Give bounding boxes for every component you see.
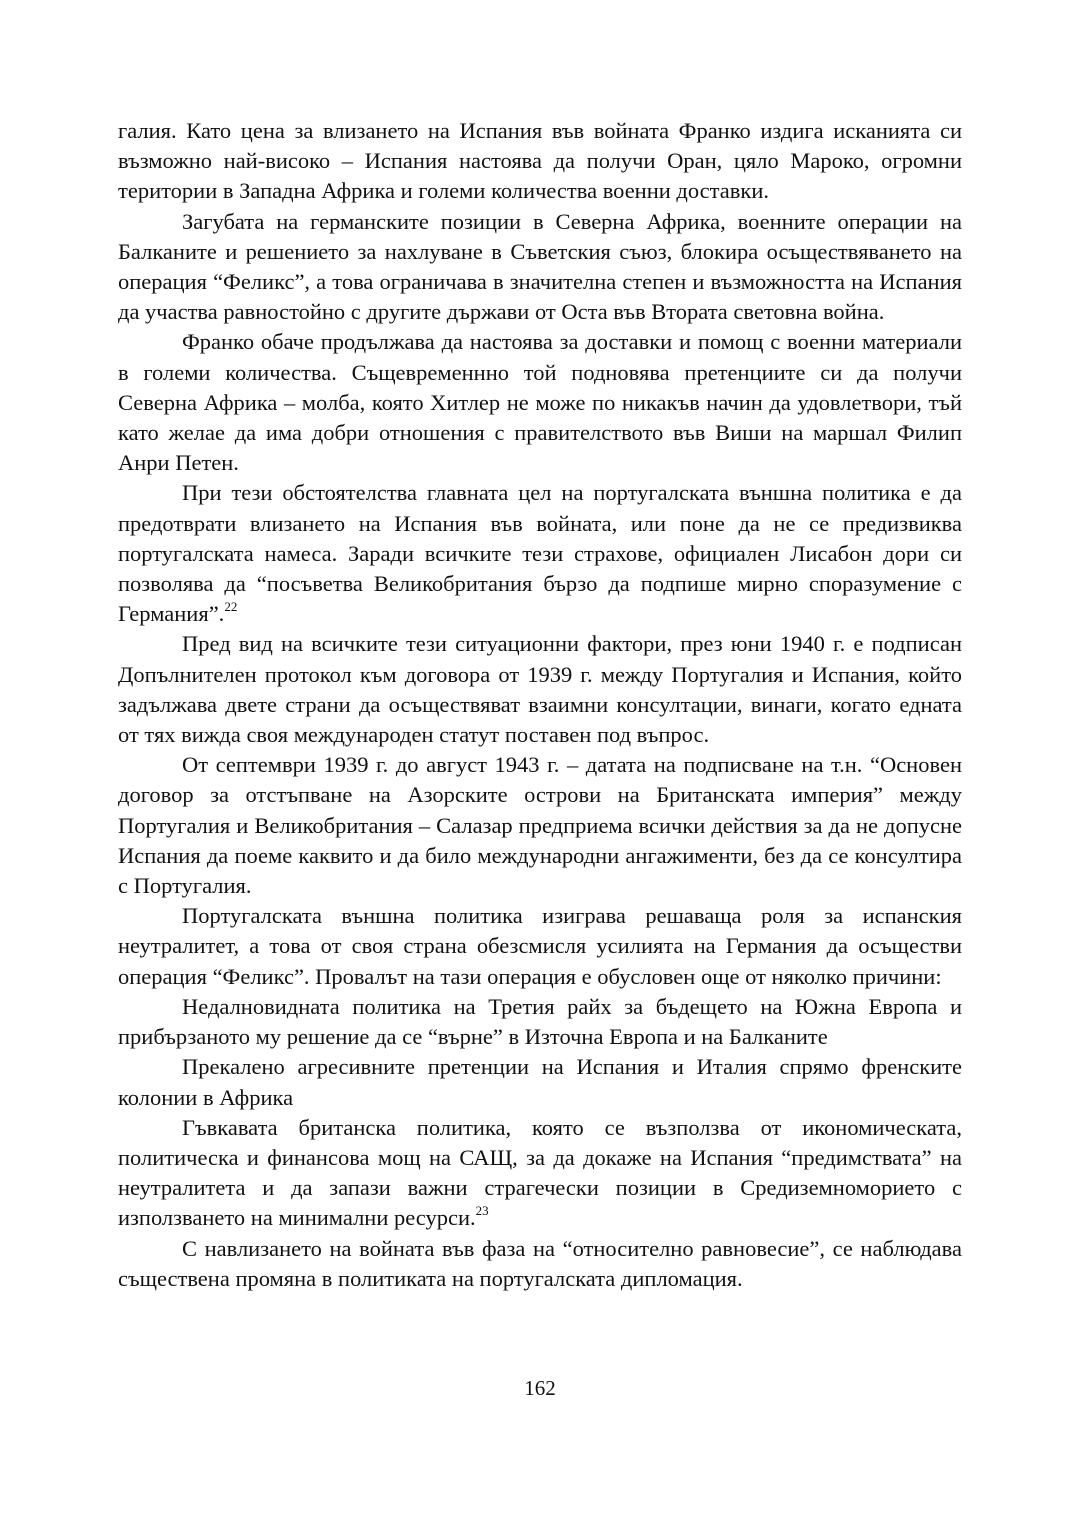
footnote-ref-22[interactable]: 22 <box>224 598 238 614</box>
paragraph-5-text: Пред вид на всичките тези ситуационни фактори, през юни 1940 г. е подписан Допълнителен протокол към договора от 1939 г. между Португалия и Испания, който задължава двете страни да осъществяват взаимни консултации, винаги, когато едната от тях вижда своя международен статут поставен под въпрос. <box>118 631 962 748</box>
paragraph-10-text: Гъвкавата британска политика, която се възползва от икономическата, политическа и финансова мощ на САЩ, за да докаже на Испания “предимствата” на неутралитета и да запази важни страгечески позиции в Средиземноморието с използването на минимални ресурси. <box>118 1114 962 1231</box>
page-number: 162 <box>524 1376 556 1400</box>
footnote-ref-23[interactable]: 23 <box>475 1202 489 1218</box>
paragraph-3-text: Франко обаче продължава да настоява за доставки и помощ с военни материали в големи количества. Същевременнно той подновява претенциите си да получи Северна Африка – молба, която Хитлер не може по никакъв начин да удовлетвори, тъй като желае да има добри отношения с правителството във Виши на маршал Филип Анри Петен. <box>118 329 962 476</box>
paragraph-11-text: С навлизането на войната във фаза на “относително равновесие”, се наблюдава съществена промяна в политиката на португалската дипломация. <box>118 1235 962 1291</box>
paragraph-7 <box>118 901 962 992</box>
paragraph-10 <box>118 1113 962 1234</box>
paragraph-6 <box>118 750 962 901</box>
body-text <box>118 116 962 1294</box>
paragraph-11 <box>118 1234 962 1294</box>
paragraph-7-text: Португалската външна политика изиграва решаваща роля за испанския неутралитет, а това от своя страна обезсмисля усилията на Германия да осъществи операция “Феликс”. Провалът на тази операция е обусловен още от няколко причини: <box>118 903 962 989</box>
paragraph-4-text: При тези обстоятелства главната цел на португалската външна политика е да предотврати влизането на Испания във войната, или поне да не се предизвиква португалската намеса. Заради всичките тези страхове, официален Лисабон дори си позволява да “посъветва Великобритания бързо да подпише мирно споразумение с Германия”. <box>118 480 962 627</box>
paragraph-8 <box>118 992 962 1052</box>
paragraph-2-text: Загубата на германските позиции в Северна Африка, военните операции на Балканите и решението за нахлуване в Съветския съюз, блокира осъществяването на операция “Феликс”, а това ограничава в значителна степен и възможността на Испания да участва равностойно с другите държави от Оста във Втората световна война. <box>118 208 962 325</box>
paragraph-8-text: Недалновидната политика на Третия райх за бъдещето на Южна Европа и прибързаното му решение да се “върне” в Източна Европа и на Балканите <box>118 993 962 1050</box>
paragraph-9 <box>118 1052 962 1112</box>
paragraph-3 <box>118 327 962 478</box>
paragraph-9-text: Прекалено агресивните претенции на Испания и Италия спрямо френските колонии в Африка <box>118 1054 962 1110</box>
paragraph-1 <box>118 116 962 207</box>
paragraph-5 <box>118 629 962 750</box>
paragraph-6-text: От септември 1939 г. до август 1943 г. – датата на подписване на т.н. “Основен договор за отстъпване на Азорските острови на Британската империя” между Португалия и Великобритания – Салазар предприема всички действия за да не допусне Испания да поеме каквито и да било международни ангажименти, без да се консултира с Португалия. <box>118 752 962 899</box>
paragraph-1-text: галия. Като цена за влизането на Испания във войната Франко издига исканията си възможно най-високо – Испания настоява да получи Оран, цяло Мароко, огромни територии в Западна Африка и големи количества военни доставки. <box>118 118 962 204</box>
paragraph-2 <box>118 207 962 328</box>
paragraph-4 <box>118 478 962 629</box>
